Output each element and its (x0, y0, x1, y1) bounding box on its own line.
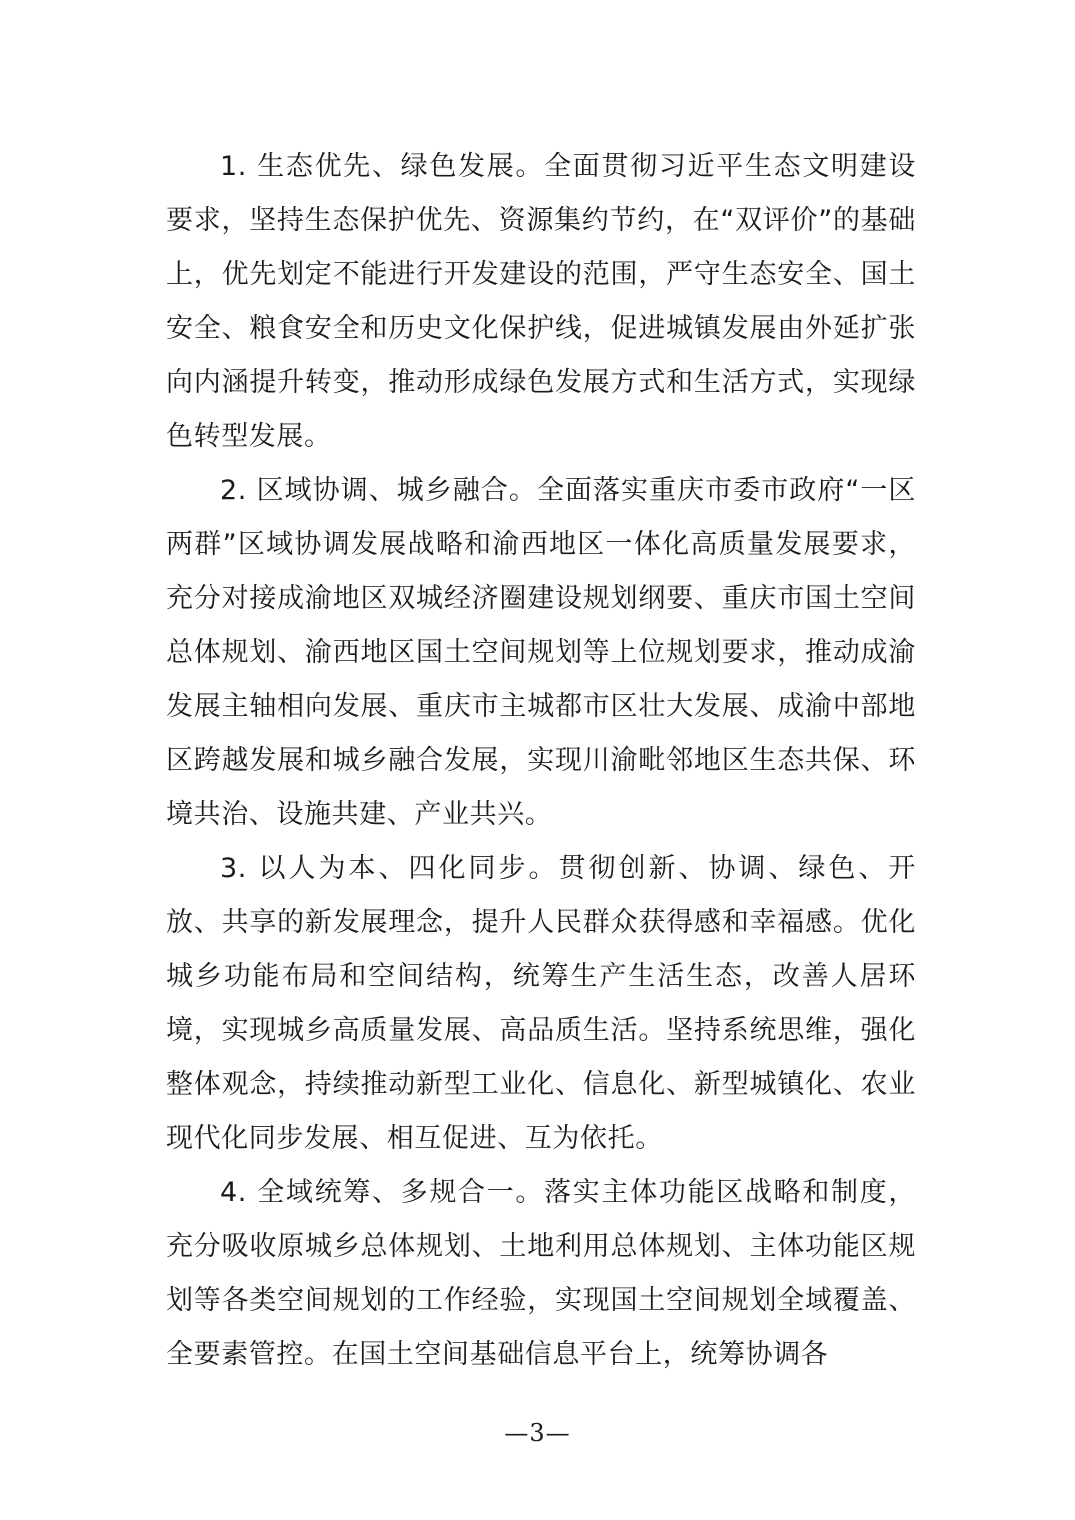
page-number: —3— (504, 1419, 571, 1447)
document-body (166, 140, 916, 1382)
paragraph-3: 3. 以人为本、四化同步。贯彻创新、协调、绿色、开放、共享的新发展理念，提升人民群众获得感和幸福感。优化城乡功能布局和空间结构，统筹生产生活生态，改善人居环境，实现城乡高质量发展、高品质生活。坚持系统思维，强化整体观念，持续推动新型工业化、信息化、新型城镇化、农业现代化同步发展、相互促进、互为依托。 (166, 853, 916, 1154)
paragraph-2: 2. 区域协调、城乡融合。全面落实重庆市委市政府“一区两群”区域协调发展战略和渝西地区一体化高质量发展要求，充分对接成渝地区双城经济圈建设规划纲要、重庆市国土空间总体规划、渝西地区国土空间规划等上位规划要求，推动成渝发展主轴相向发展、重庆市主城都市区壮大发展、成渝中部地区跨越发展和城乡融合发展，实现川渝毗邻地区生态共保、环境共治、设施共建、产业共兴。 (166, 475, 916, 830)
paragraph-1: 1. 生态优先、绿色发展。全面贯彻习近平生态文明建设要求，坚持生态保护优先、资源集约节约，在“双评价”的基础上，优先划定不能进行开发建设的范围，严守生态安全、国土安全、粮食安全和历史文化保护线，促进城镇发展由外延扩张向内涵提升转变，推动形成绿色发展方式和生活方式，实现绿色转型发展。 (166, 151, 916, 452)
paragraph-4: 4. 全域统筹、多规合一。落实主体功能区战略和制度，充分吸收原城乡总体规划、土地利用总体规划、主体功能区规划等各类空间规划的工作经验，实现国土空间规划全域覆盖、全要素管控。在国土空间基础信息平台上，统筹协调各 (166, 1177, 916, 1370)
